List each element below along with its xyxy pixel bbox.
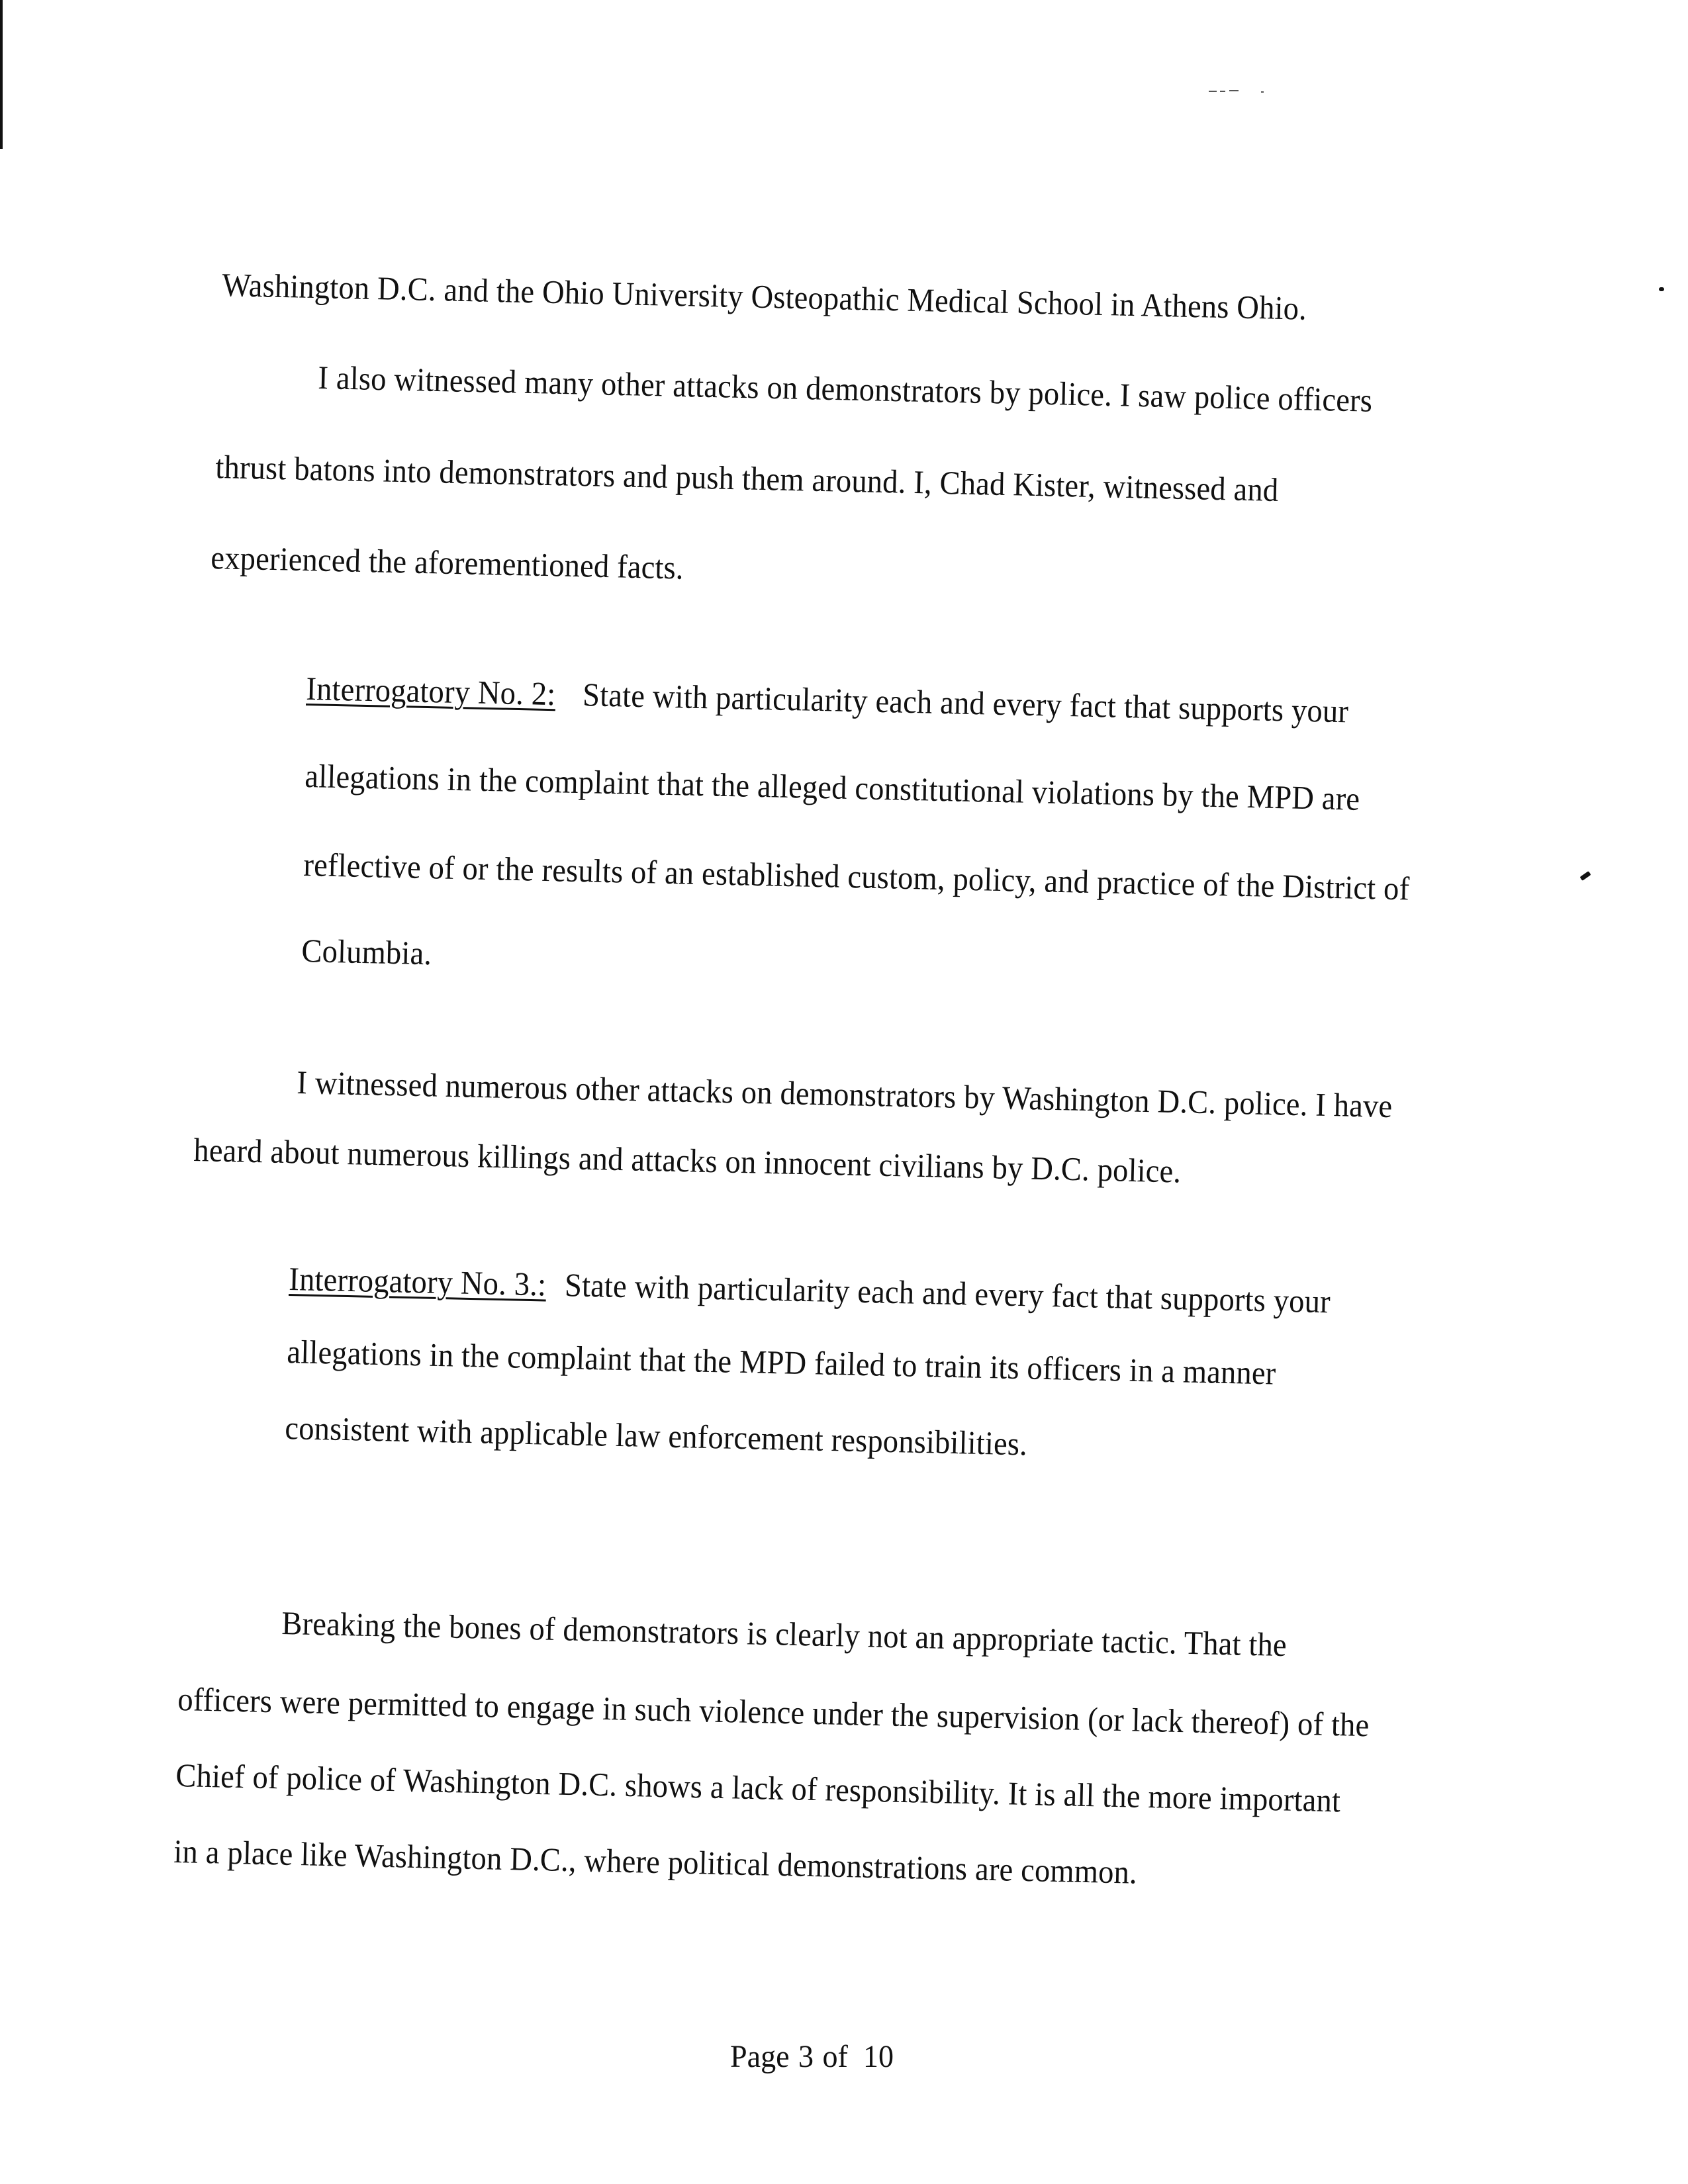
interrogatory-3-line-2: allegations in the complaint that the MPD failed to train its officers in a manner: [286, 1333, 1277, 1392]
paragraph-4-line-4: in a place like Washington D.C., where political demonstrations are common.: [173, 1833, 1138, 1891]
interrogatory-3-line-1: [289, 1262, 1331, 1318]
interrogatory-2-text: State with particularity each and every fact that supports your: [582, 676, 1349, 730]
page-label: Page: [730, 2039, 790, 2074]
interrogatory-2-line-2: allegations in the complaint that the alleged constitutional violations by the MPD are: [304, 757, 1360, 817]
page-current: 3: [798, 2039, 814, 2074]
page-total: 10: [863, 2039, 894, 2074]
scan-speck: [1229, 90, 1239, 91]
paragraph-3-line-2: heard about numerous killings and attacks on innocent civilians by D.C. police.: [193, 1131, 1182, 1190]
interrogatory-2-line-1: [305, 670, 1349, 730]
scan-speck: [1659, 287, 1664, 291]
paragraph-3-line-1: I witnessed numerous other attacks on demonstrators by Washington D.C. police. I have: [296, 1064, 1393, 1125]
interrogatory-3-text: State with particularity each and every fact that supports your: [564, 1266, 1331, 1320]
interrogatory-2-label: Interrogatory No. 2:: [305, 670, 556, 713]
scan-speck: [1220, 91, 1225, 92]
scan-speck: [1261, 91, 1264, 93]
page-of: of: [822, 2039, 848, 2074]
scan-speck: [1579, 871, 1591, 881]
scan-speck: [1209, 91, 1217, 92]
paragraph-1-line-1: Washington D.C. and the Ohio University Osteopathic Medical School in Athens Ohio.: [221, 266, 1307, 327]
paragraph-4-line-1: Breaking the bones of demonstrators is clearly not an appropriate tactic. That the: [281, 1604, 1288, 1664]
paragraph-2-line-3: experienced the aforementioned facts.: [210, 539, 684, 586]
interrogatory-2-line-3: reflective of or the results of an established custom, policy, and practice of the District of: [303, 846, 1410, 907]
scan-edge-mark: [0, 0, 3, 149]
interrogatory-3-line-3: consistent with applicable law enforcement responsibilities.: [284, 1409, 1028, 1463]
paragraph-2-line-2: thrust batons into demonstrators and push them around. I, Chad Kister, witnessed and: [214, 448, 1279, 509]
paragraph-2-line-1: I also witnessed many other attacks on demonstrators by police. I saw police officers: [317, 359, 1373, 419]
paragraph-4-line-3: Chief of police of Washington D.C. shows a lack of responsibility. It is all the more important: [175, 1756, 1341, 1819]
paragraph-4-line-2: officers were permitted to engage in such violence under the supervision (or lack thereof) of the: [177, 1680, 1370, 1744]
interrogatory-2-line-4: Columbia.: [301, 932, 432, 972]
page-number: [730, 2038, 894, 2075]
interrogatory-3-label: Interrogatory No. 3.:: [288, 1260, 547, 1303]
